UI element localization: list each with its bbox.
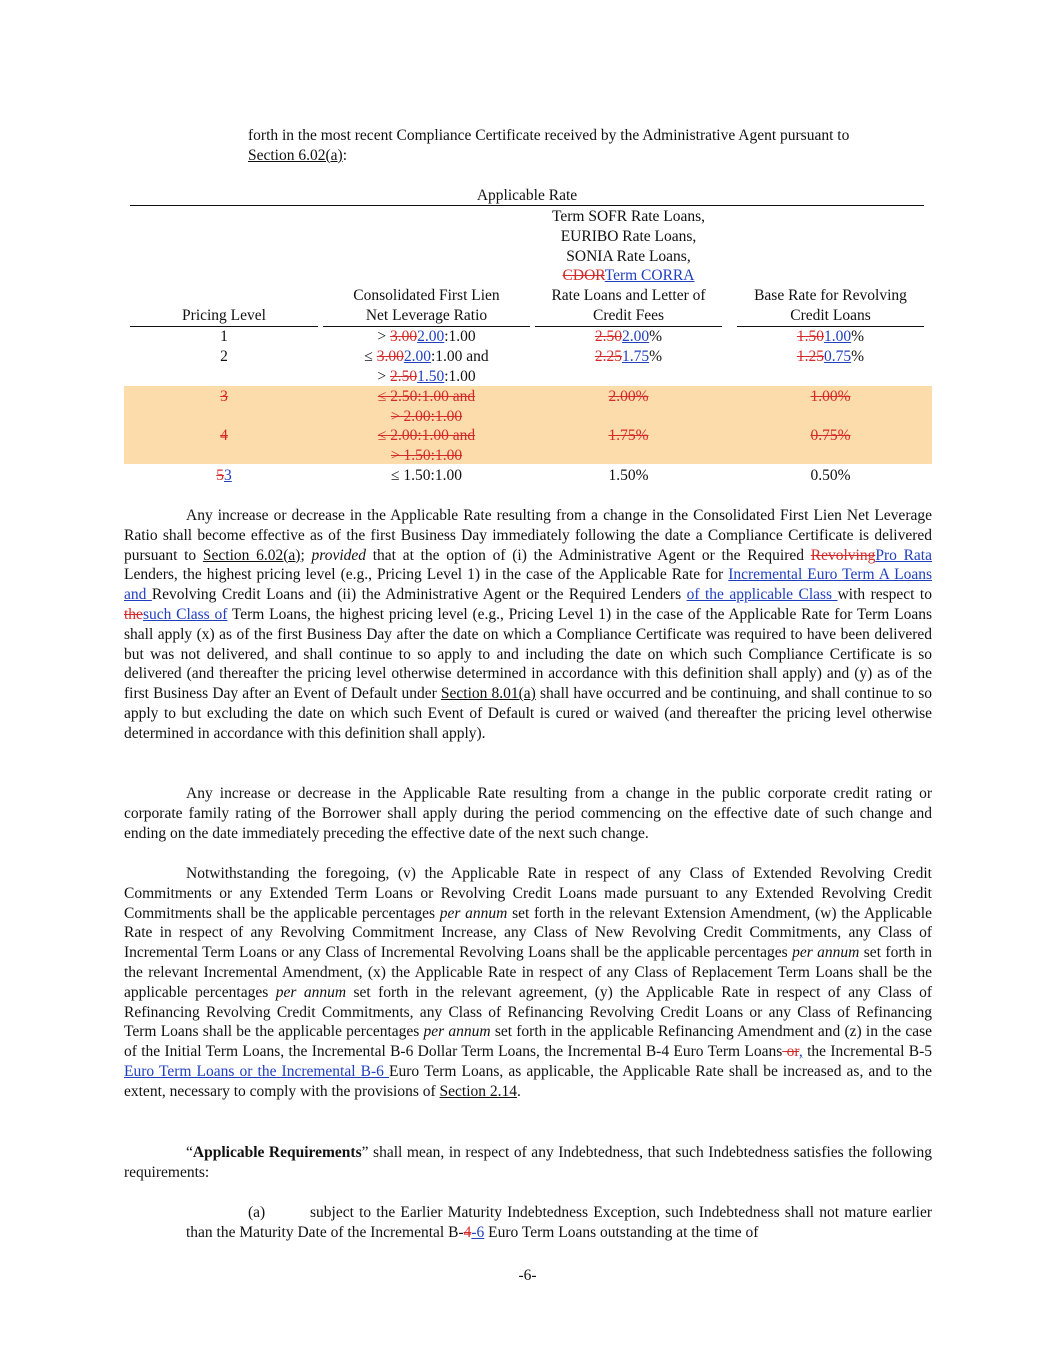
inserted-text: 2.00 <box>417 328 445 345</box>
section-link-8-01a[interactable]: Section 8.01(a) <box>440 685 536 703</box>
deleted-text: 2.50 <box>594 328 623 345</box>
row2-fee <box>535 347 722 367</box>
paragraph-applicable-rate-change <box>124 506 932 744</box>
provided-italic: provided <box>311 546 367 564</box>
row3-level: 3 <box>220 388 228 405</box>
deleted-text: CDOR <box>562 267 605 285</box>
header-pricing-level-text: Pricing Level <box>182 307 266 324</box>
header-base-rate <box>737 286 924 327</box>
row5-fee: 1.50% <box>608 467 649 484</box>
text: . <box>517 1082 521 1100</box>
row1-base <box>737 327 924 347</box>
lead-text: forth in the most recent Compliance Certificate received by the Administrative Agent pursuant to <box>248 127 850 144</box>
text: Euro Term Loans outstanding at the time of <box>484 1223 759 1241</box>
row4-fee: 1.75% <box>608 427 649 444</box>
section-link-6-02a[interactable]: Section 6.02(a) <box>202 546 301 564</box>
row4-base: 0.75% <box>810 427 851 444</box>
inserted-text: 1.50 <box>417 367 445 385</box>
inserted-text: of the applicable Class <box>686 586 838 604</box>
ratio-suffix: :1.00 and <box>430 348 489 365</box>
row5-ratio: ≤ 1.50:1.00 <box>391 467 462 484</box>
row2-ratio <box>323 347 530 387</box>
header-fees-line1: Term SOFR Rate Loans, <box>551 208 706 225</box>
text: set forth in the relevant Incremental Amendment, (x) the Applicable Rate in respect of any Class of Replacement Term Loans shall be the applicable percentages <box>124 944 932 1001</box>
text: with respect to <box>837 586 932 604</box>
row2-level: 2 <box>220 348 228 365</box>
paragraph-credit-rating-change <box>124 784 932 843</box>
text: Any increase or decrease in the Applicable Rate resulting from a change in the Consolidated First Lien Net Leverage Ratio shall become effective as of the first Business Day immediately following the date a Compliance Certificate is delivered pursuant to <box>124 507 932 564</box>
text: set forth in the applicable Refinancing Amendment and (z) in the case of the Initial Term Loans, the Incremental B-6 Dollar Term Loans, the Incremental B-4 Euro Term Loans <box>124 1023 932 1061</box>
text: set forth in the relevant agreement, (y) the Applicable Rate in respect of any Class of Refinancing Revolving Credit Commitments, any Class of Refinancing Revolving Credit Loans or any Class of Refinancing Term Loans shall be the applicable percentages <box>124 983 932 1041</box>
per-annum-italic: per annum <box>423 1023 491 1041</box>
deleted-text: ≤ 2.00:1.00 and <box>377 427 476 444</box>
header-rate-loans-fees <box>535 207 722 327</box>
percent-sign: % <box>649 328 663 345</box>
row1-ratio <box>323 327 530 347</box>
text: Revolving Credit Loans and (ii) the Administrative Agent or the Required Lenders <box>151 586 687 604</box>
text: Term Loans, the highest pricing level (e.g., Pricing Level 1) in the case of the Applicable Rate for Term Loans shall apply (x) as of the first Business Day after the date on which a Compliance Certificate was required to have been delivered but was not delivered, and shall continue to so apply to and including the date on which such Compliance Certificate is so delivered (and thereafter the pricing level otherwise determined in accordance with this definition shall apply) and (y) as of the first Business Day after an Event of Default under <box>124 605 932 703</box>
row3-base: 1.00% <box>810 388 851 405</box>
per-annum-italic: per annum <box>275 983 347 1001</box>
text: subject to the Earlier Maturity Indebtedness Exception, such Indebtedness shall not mature earlier than the Maturity Date of the Incremental B- <box>186 1204 932 1241</box>
inserted-text: 1.00 <box>824 328 852 345</box>
paragraph-notwithstanding <box>124 864 932 1102</box>
inserted-text: 2.00 <box>622 328 650 345</box>
deleted-text: 5 <box>216 467 224 484</box>
header-ratio-line1: Consolidated First Lien <box>353 287 500 304</box>
deleted-text: 3.00 <box>389 328 418 345</box>
ratio-suffix: :1.00 <box>444 367 476 385</box>
header-fees-line5: Rate Loans and Letter of <box>551 287 706 305</box>
inserted-text: 1.75 <box>622 348 650 365</box>
row1-fee <box>535 327 722 347</box>
deleted-text: 1.25 <box>796 348 825 365</box>
row3-fee: 2.00% <box>608 388 649 405</box>
deleted-text: 2.50 <box>389 367 418 385</box>
lead-paragraph <box>248 126 928 166</box>
text: set forth in the relevant Extension Amendment, (w) the Applicable Rate in respect of any Revolving Commitment Increase, any Class of New Revolving Credit Commitments, any Class of Incremental Term Loans or any Class of Incremental Revolving Loans shall be the applicable percentages <box>124 904 932 962</box>
table-title: Applicable Rate <box>476 187 578 204</box>
row1-level: 1 <box>220 328 228 345</box>
header-pricing-level <box>130 306 318 327</box>
per-annum-italic: per annum <box>439 904 508 922</box>
deleted-text: Revolving <box>810 546 876 564</box>
ratio-symbol: > <box>377 367 390 385</box>
ratio-symbol: ≤ <box>364 348 377 365</box>
text: Lenders, the highest pricing level (e.g., Pricing Level 1) in the case of the Applicable Rate for <box>124 566 729 584</box>
section-link-2-14[interactable]: Section 2.14 <box>439 1082 518 1100</box>
inserted-text: such Class of <box>142 605 228 623</box>
ratio-symbol: > <box>377 328 390 345</box>
header-ratio-line2: Net Leverage Ratio <box>365 306 488 324</box>
row5-level <box>130 466 318 486</box>
requirement-item-a <box>186 1203 932 1243</box>
text: Notwithstanding the foregoing, (v) the Applicable Rate in respect of any Class of Extended Revolving Credit Commitments or any Extended Term Loans or Revolving Credit Loans made pursuant to any Extended Revolving Credit Commitments shall be the applicable percentages <box>124 865 932 922</box>
inserted-text: 2.00 <box>403 348 431 365</box>
percent-sign: % <box>649 348 663 365</box>
text: the Incremental B-5 <box>802 1043 932 1061</box>
row4-level: 4 <box>220 427 228 444</box>
deleted-text: 2.25 <box>594 348 623 365</box>
inserted-text: Term CORRA <box>604 267 695 285</box>
inserted-text: 3 <box>224 467 232 484</box>
section-link-6-02a[interactable]: Section 6.02(a) <box>248 146 343 164</box>
deleted-text: > 1.50:1.00 <box>390 446 463 464</box>
deleted-text: the <box>124 605 143 623</box>
row3-ratio <box>323 387 530 427</box>
percent-sign: % <box>851 348 865 365</box>
per-annum-italic: per annum <box>792 944 860 962</box>
header-fees-line2: EURIBO Rate Loans, <box>560 227 697 245</box>
table-top-rule <box>130 205 924 206</box>
item-label: (a) <box>248 1204 266 1221</box>
header-fees-line3: SONIA Rate Loans, <box>566 247 691 265</box>
inserted-text: -6 <box>471 1223 485 1241</box>
header-base-line2: Credit Loans <box>790 306 871 324</box>
inserted-text: Euro Term Loans or the Incremental B-6 <box>124 1062 389 1080</box>
text: that at the option of (i) the Administrative Agent or the Required <box>366 546 811 564</box>
text: ” shall mean, in respect of any Indebtedness, that such Indebtedness satisfies the following requirements: <box>124 1144 932 1181</box>
inserted-text: Incremental Euro Term A Loans and <box>124 566 932 604</box>
paragraph-applicable-requirements <box>124 1143 932 1183</box>
deleted-text: 1.50 <box>796 328 825 345</box>
header-base-line1: Base Rate for Revolving <box>754 287 907 304</box>
text: Any increase or decrease in the Applicable Rate resulting from a change in the public corporate credit rating or corporate family rating of the Borrower shall apply during the period commencing on the effective date of such change and ending on the date immediately preceding the effective date of the next such change. <box>124 785 932 842</box>
text: Euro Term Loans, as applicable, the Applicable Rate shall be increased as, and to the extent, necessary to comply with the provisions of <box>124 1062 932 1100</box>
deleted-text: or <box>782 1043 799 1061</box>
row2-base <box>737 347 924 367</box>
deleted-text: 4 <box>463 1223 472 1241</box>
page-number: -6- <box>518 1267 537 1284</box>
deleted-text: ≤ 2.50:1.00 and <box>377 388 476 405</box>
header-fees-line6: Credit Fees <box>592 306 665 324</box>
row5-base: 0.50% <box>810 467 851 484</box>
inserted-text: Pro Rata <box>875 546 932 564</box>
inserted-text: , <box>798 1043 803 1061</box>
header-leverage-ratio <box>323 286 530 327</box>
defined-term: Applicable Requirements <box>192 1144 362 1161</box>
deleted-text: 3.00 <box>376 348 404 365</box>
inserted-text: 0.75 <box>824 348 852 365</box>
text: shall have occurred and be continuing, and shall continue to so apply to but excluding the date on which such Event of Default is cured or waived (and thereafter the pricing level otherwise determined in accordance with this definition shall apply). <box>124 685 933 742</box>
percent-sign: % <box>851 328 865 345</box>
text: ; <box>300 546 312 564</box>
row4-ratio <box>323 426 530 466</box>
ratio-suffix: :1.00 <box>444 328 476 345</box>
deleted-text: > 2.00:1.00 <box>390 407 463 425</box>
lead-colon: : <box>342 146 348 164</box>
open-quote: “ <box>186 1144 193 1161</box>
